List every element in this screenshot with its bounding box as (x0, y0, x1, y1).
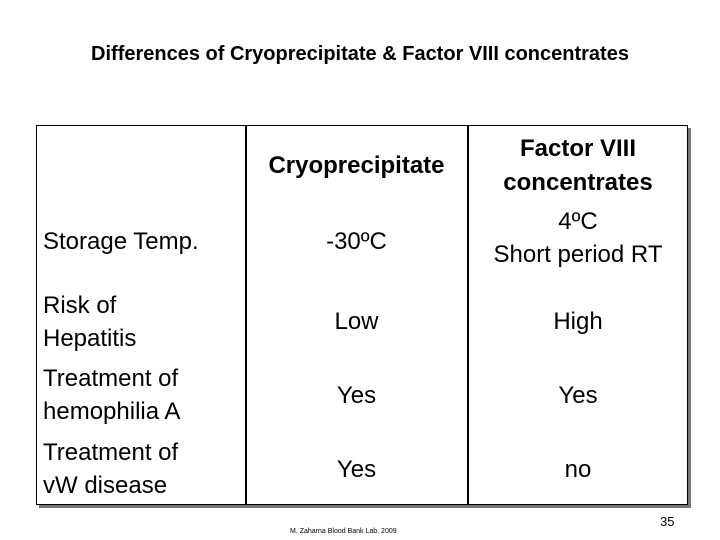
header-corner-cell (37, 126, 244, 206)
header-factor-viii (469, 131, 687, 201)
header-factor-viii-line1: Factor VIII (519, 135, 637, 162)
row-label-line: Risk of (43, 292, 117, 319)
cell-f8-storage-temp-line1: 4ºC (558, 208, 598, 235)
cell-cryo-storage-temp: -30ºC (326, 228, 387, 255)
cell-cryo-treatment-hemophilia-a: Yes (336, 382, 377, 409)
row-label-treatment-hemophilia-a (43, 362, 238, 428)
page-number: 35 (660, 514, 675, 529)
cell-f8-storage-temp-line2: Short period RT (493, 241, 663, 268)
cell-f8-risk-of-hepatitis: High (553, 308, 603, 335)
row-label-storage-temp (43, 225, 238, 258)
row-label-line: vW disease (43, 472, 168, 499)
cell-f8-treatment-hemophilia-a: Yes (558, 382, 598, 409)
row-label-line: hemophilia A (43, 398, 181, 425)
header-cryoprecipitate (247, 131, 466, 201)
header-factor-viii-line2: concentrates (503, 169, 653, 196)
slide-title: Differences of Cryoprecipitate & Factor VIII concentrates (91, 43, 629, 65)
cell-cryo-treatment-vw-disease: Yes (336, 456, 377, 483)
row-label-treatment-vw-disease (43, 436, 238, 502)
header-cryoprecipitate-label: Cryoprecipitate (268, 152, 445, 179)
comparison-table (36, 125, 688, 505)
cell-f8-treatment-vw-disease: no (564, 456, 592, 483)
row-label-line: Treatment of (43, 439, 179, 466)
footer-credit: M. Zaharna Blood Bank Lab. 2009 (290, 528, 397, 535)
cell-f8-storage-temp (469, 205, 687, 271)
cell-cryo-risk-of-hepatitis: Low (334, 308, 379, 335)
row-label-line: Storage Temp. (43, 228, 199, 255)
row-label-line: Treatment of (43, 365, 179, 392)
row-label-risk-of-hepatitis (43, 289, 238, 355)
row-label-line: Hepatitis (43, 325, 137, 352)
